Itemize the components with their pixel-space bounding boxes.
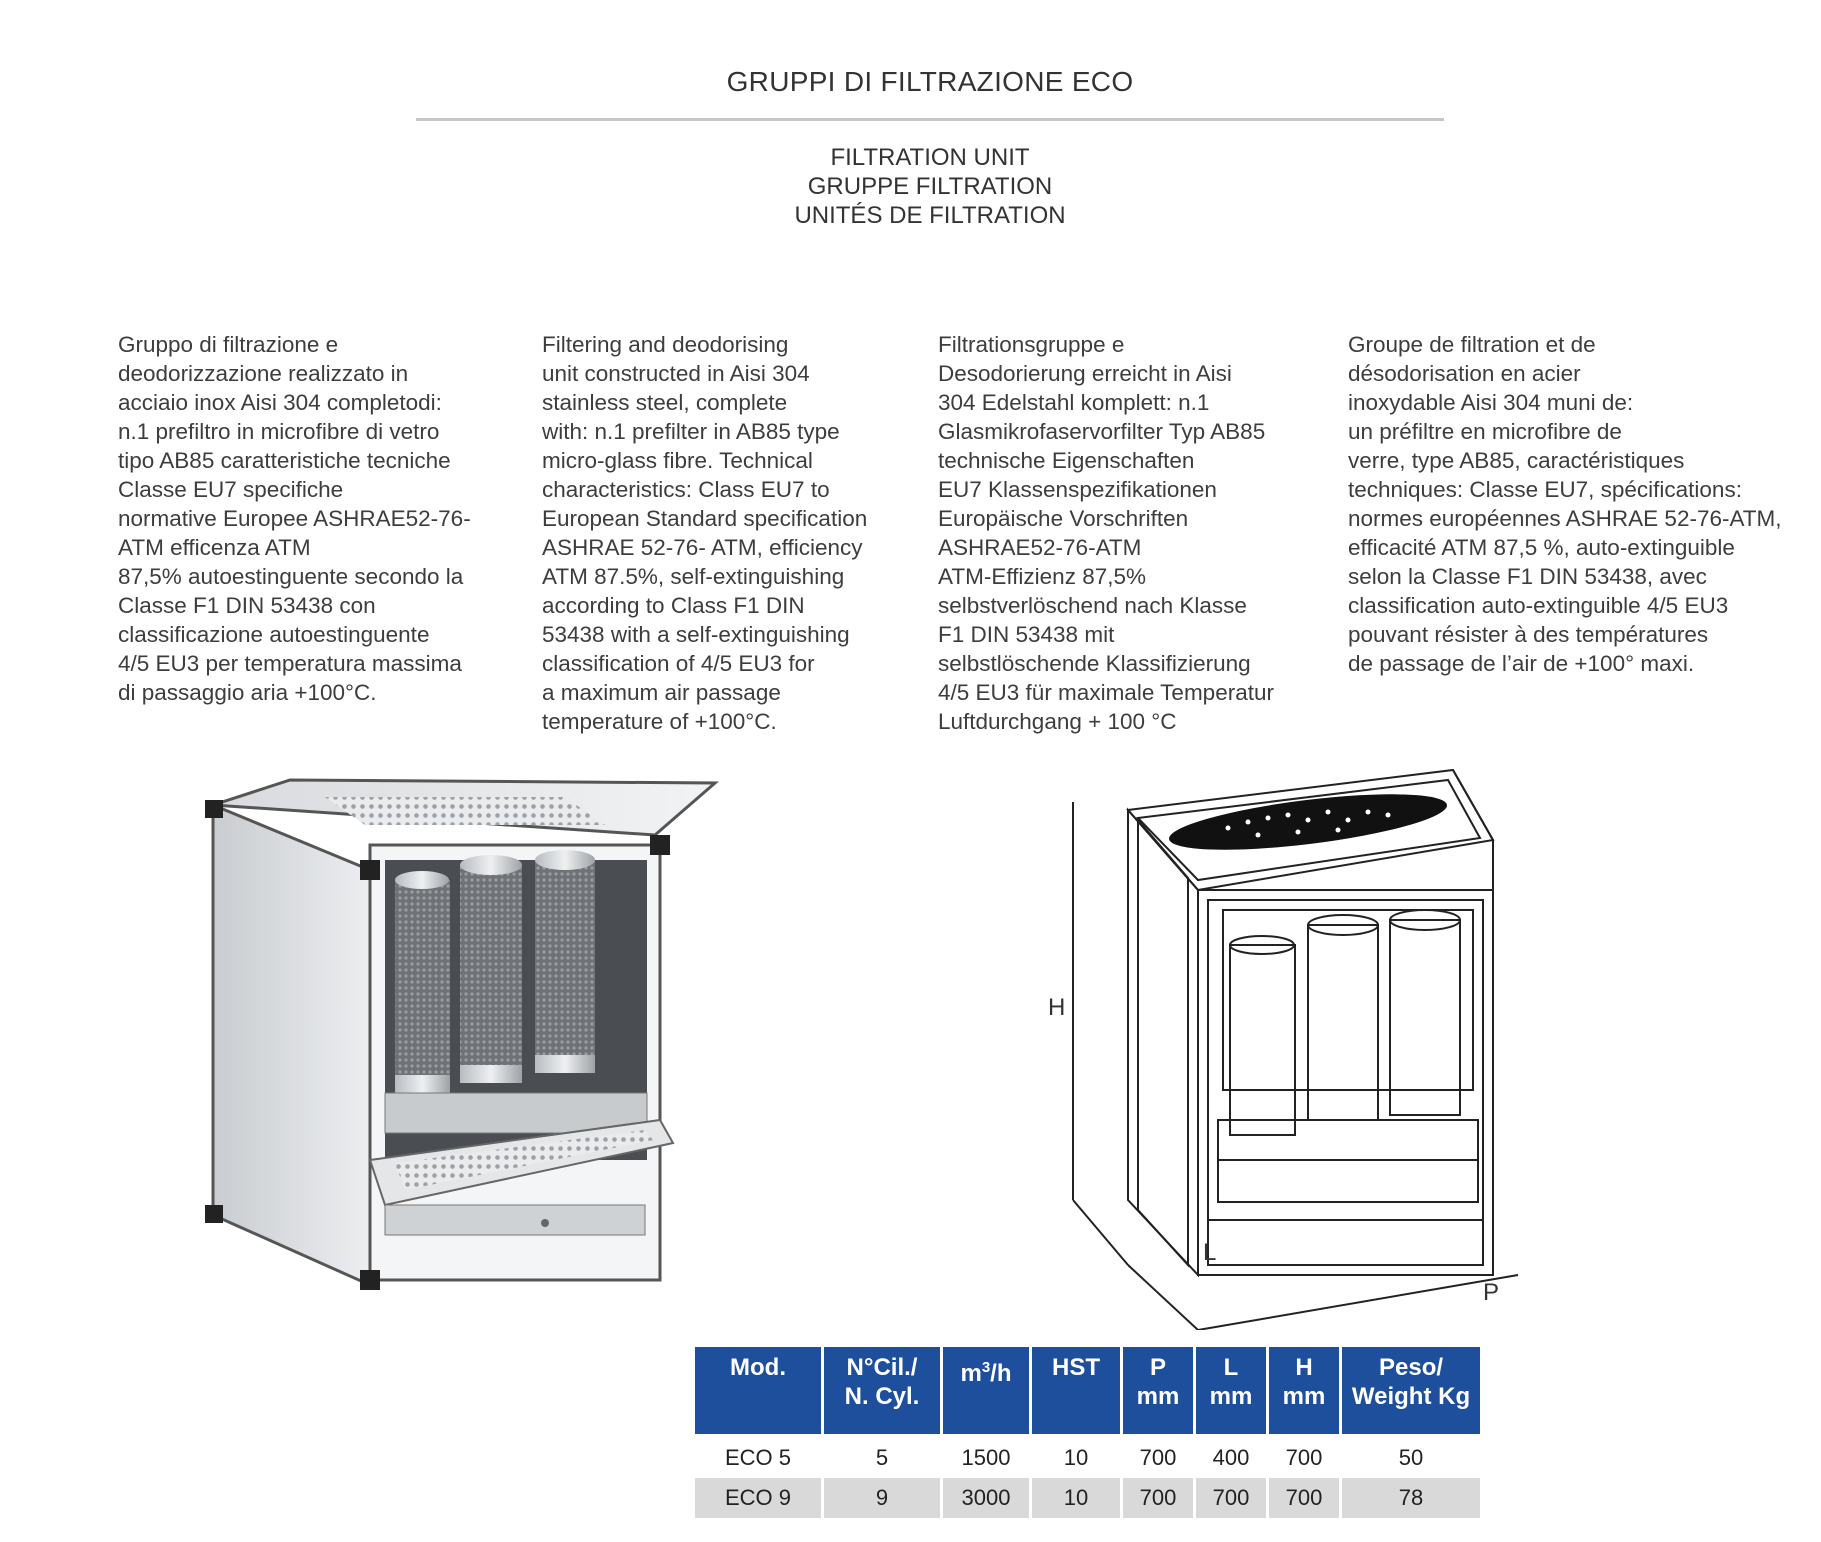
- table-row: [695, 1434, 1480, 1478]
- dimension-label-p: P: [1483, 1279, 1500, 1306]
- header-model: Mod.: [695, 1347, 821, 1434]
- description-german: Filtrationsgruppe e Desodorierung erreicht in Aisi 304 Edelstahl komplett: n.1 Glasmikrofaservorfilter Typ AB85 technische Eigenschaften EU7 Klassenspezifikationen Europäische Vorschriften ASHRAE52-76-ATM ATM-Effizienz 87,5% selbstverlöschend nach Klasse F1 DIN 53438 mit selbstlöschende Klassifizierung 4/5 EU3 für maximale Temperatur Luftdurchgang + 100 °C: [938, 332, 1274, 734]
- cell-flow: 3000: [943, 1478, 1029, 1518]
- description-french: Groupe de filtration et de désodorisation en acier inoxydable Aisi 304 muni de: un préfiltre en microfibre de verre, type AB85, caractéristiques techniques: Classe EU7, spécifications: normes européennes ASHRAE 52-76-ATM, efficacité ATM 87,5 %, auto-extinguible selon la Classe F1 DIN 53438, avec classification auto-extinguible 4/5 EU3 pouvant résister à des températures de passage de l’air de +100° maxi.: [1348, 332, 1782, 676]
- cell-flow: 1500: [961, 1445, 1011, 1470]
- subtitle-german: GRUPPE FILTRATION: [807, 173, 1053, 200]
- cell-weight: 50: [1398, 1445, 1424, 1470]
- technical-drawing: [1048, 760, 1668, 1330]
- header-hst: HST: [1032, 1347, 1120, 1434]
- cell-l: 400: [1212, 1445, 1250, 1470]
- cell-weight: 78: [1342, 1478, 1480, 1518]
- cell-hst: 10: [1032, 1478, 1120, 1518]
- header-weight: Peso/ Weight Kg: [1342, 1347, 1480, 1434]
- description-italian: Gruppo di filtrazione e deodorizzazione realizzato in acciaio inox Aisi 304 completodi: n.1 prefiltro in microfibre di vetro tipo AB85 caratteristiche tecniche Classe EU7 specifiche normative Europee ASHRAE52-76- ATM efficenza ATM 87,5% autoestinguente secondo la Classe F1 DIN 53438 con classificazione autoestinguente 4/5 EU3 per temperatura massima di passaggio aria +100°C.: [118, 332, 471, 705]
- subtitle-english: FILTRATION UNIT: [830, 144, 1030, 171]
- description-english: Filtering and deodorising unit constructed in Aisi 304 stainless steel, complete with: n.1 prefilter in AB85 type micro-glass fibre. Technical characteristics: Class EU7 to European Standard specification ASHRAE 52-76- ATM, efficiency ATM 87.5%, self-extinguishing according to Class F1 DIN 53438 with a self-extinguishing classification of 4/5 EU3 for a maximum air passage temperature of +100°C.: [542, 332, 868, 734]
- header-l: L mm: [1196, 1347, 1266, 1434]
- cell-l: 700: [1196, 1478, 1266, 1518]
- product-photo: [205, 775, 785, 1295]
- table-header-row: [695, 1347, 1480, 1434]
- subtitle-french: UNITÉS DE FILTRATION: [794, 202, 1066, 229]
- cell-p: 700: [1139, 1445, 1177, 1470]
- table-row: [695, 1478, 1480, 1518]
- dimension-label-l: L: [1203, 1239, 1217, 1266]
- cell-model: ECO 5: [724, 1445, 792, 1470]
- cell-hst: 10: [1063, 1445, 1089, 1470]
- subtitles: [730, 143, 1130, 230]
- cell-cylinders: 5: [875, 1445, 889, 1470]
- cell-h: 700: [1285, 1445, 1323, 1470]
- title-divider: [416, 118, 1444, 121]
- cell-model: ECO 9: [695, 1478, 821, 1518]
- cell-h: 700: [1269, 1478, 1339, 1518]
- header-p: P mm: [1123, 1347, 1193, 1434]
- header-cylinders: N°Cil./ N. Cyl.: [824, 1347, 940, 1434]
- specs-table: [692, 1347, 1483, 1518]
- dimension-label-h: H: [1048, 994, 1066, 1021]
- header-h: H mm: [1269, 1347, 1339, 1434]
- header-flow: $m^3/h$: [943, 1347, 1029, 1434]
- cell-p: 700: [1123, 1478, 1193, 1518]
- cell-cylinders: 9: [824, 1478, 940, 1518]
- page-title: GRUPPI DI FILTRAZIONE ECO: [726, 66, 1134, 97]
